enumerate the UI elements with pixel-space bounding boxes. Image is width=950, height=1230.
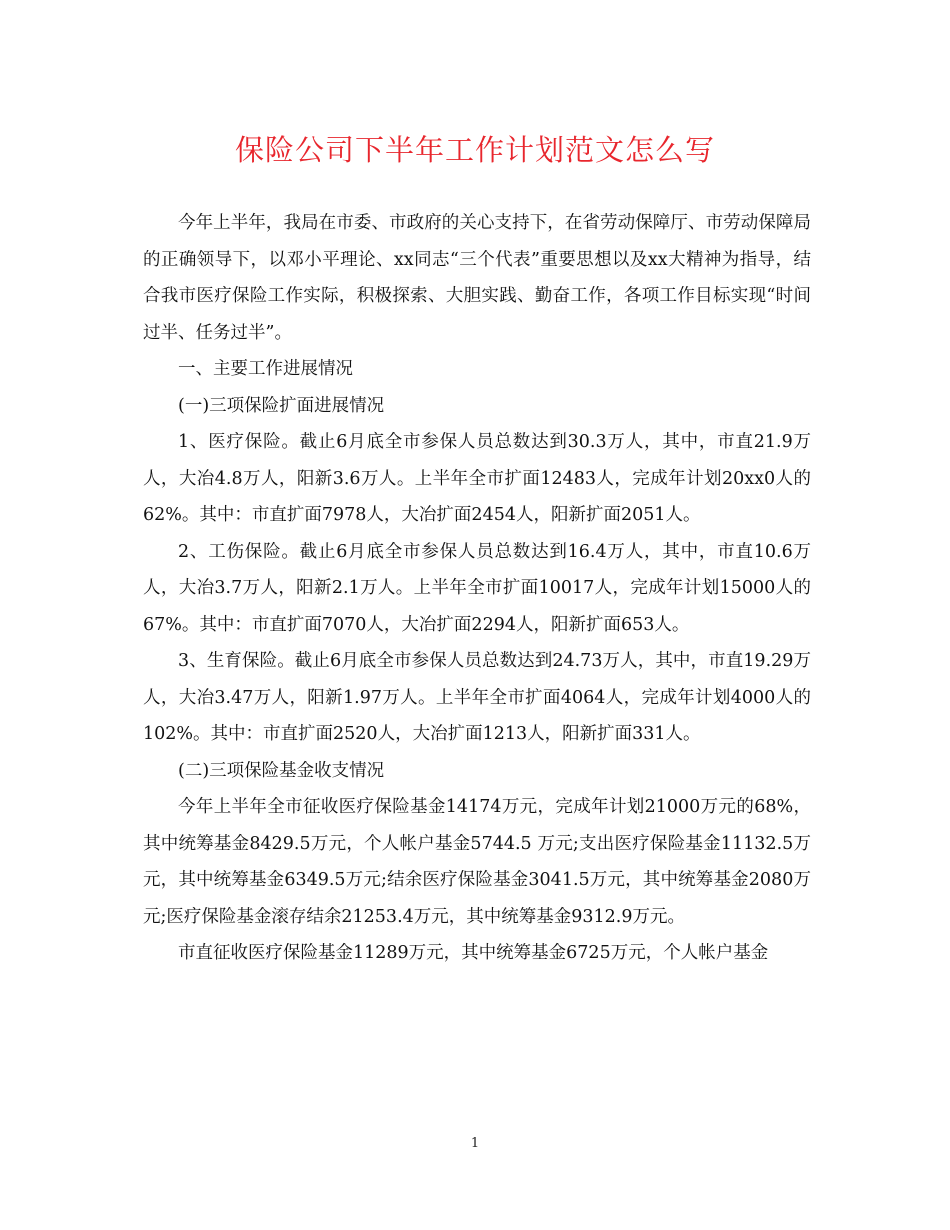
paragraph-intro: 今年上半年，我局在市委、市政府的关心支持下，在省劳动保障厅、市劳动保障局的正确领导下，以邓小平理论、xx同志“三个代表”重要思想以及xx大精神为指导，结合我市医疗保险工作实际，积极探索、大胆实践、勤奋工作，各项工作目标实现“时间过半、任务过半”。 xyxy=(143,213,811,343)
subsection-heading-fund: (二)三项保险基金收支情况 xyxy=(178,760,385,781)
page-number: 1 xyxy=(470,1136,480,1151)
paragraph-work-injury-insurance: 2、工伤保险。截止6月底全市参保人员总数达到16.4万人，其中，市直10.6万人，大冶3.7万人，阳新2.1万人。上半年全市扩面10017人，完成年计划15000人的67%。其中：市直扩面7070人，大冶扩面2294人，阳新扩面653人。 xyxy=(143,541,811,635)
document-title: 保险公司下半年工作计划范文怎么写 xyxy=(234,133,715,167)
section-heading-main-progress: 一、主要工作进展情况 xyxy=(178,359,353,379)
paragraph-medical-insurance: 1、医疗保险。截止6月底全市参保人员总数达到30.3万人，其中，市直21.9万人，大冶4.8万人，阳新3.6万人。上半年全市扩面12483人，完成年计划20xx0人的62%。其中：市直扩面7978人，大冶扩面2454人，阳新扩面2051人。 xyxy=(143,432,811,525)
paragraph-city-fund: 市直征收医疗保险基金11289万元，其中统筹基金6725万元，个人帐户基金 xyxy=(178,943,769,963)
paragraph-maternity-insurance: 3、生育保险。截止6月底全市参保人员总数达到24.73万人，其中，市直19.29万人，大冶3.47万人，阳新1.97万人。上半年全市扩面4064人，完成年计划4000人的102%。其中：市直扩面2520人，大冶扩面1213人，阳新扩面331人。 xyxy=(143,651,811,744)
document-body xyxy=(143,205,811,972)
paragraph-fund-summary: 今年上半年全市征收医疗保险基金14174万元，完成年计划21000万元的68%，其中统筹基金8429.5万元，个人帐户基金5744.5 万元;支出医疗保险基金11132.5万元，其中统筹基金6349.5万元;结余医疗保险基金3041.5万元，其中统筹基金2080万元;医疗保险基金滚存结余21253.4万元，其中统筹基金9312.9万元。 xyxy=(143,797,811,927)
subsection-heading-expansion: (一)三项保险扩面进展情况 xyxy=(178,395,385,416)
